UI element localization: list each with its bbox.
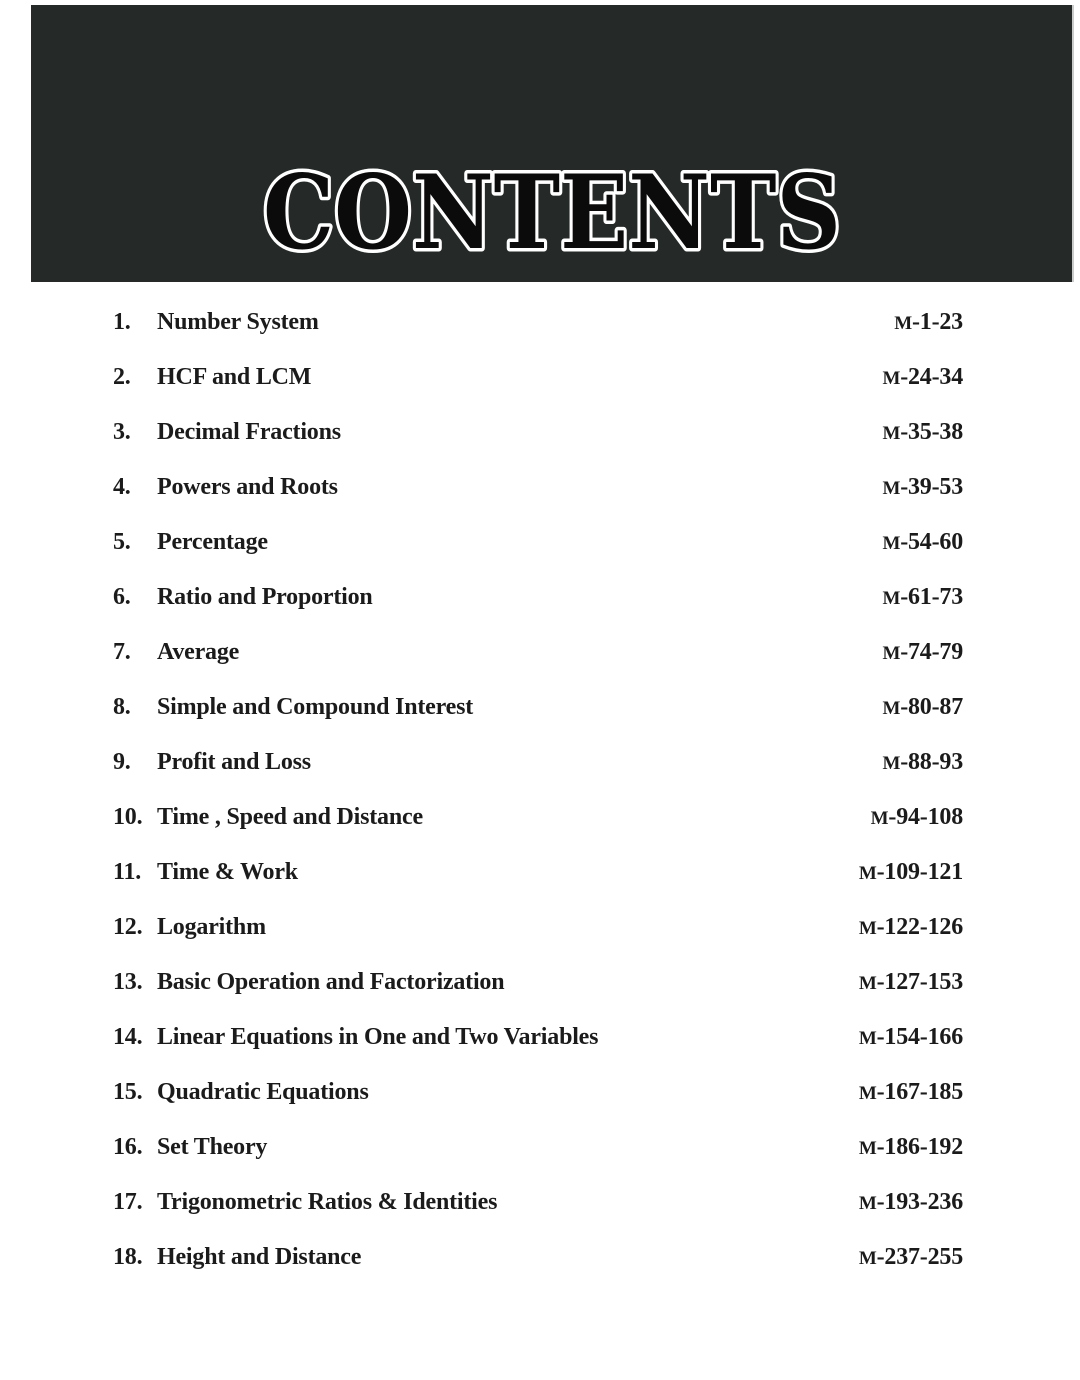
chapter-number: 7. [113, 639, 131, 665]
chapter-number: 15. [113, 1079, 143, 1105]
chapter-title: Linear Equations in One and Two Variables [157, 1024, 599, 1050]
toc-row [113, 405, 963, 460]
chapter-title: Set Theory [157, 1134, 268, 1160]
page-ref-range: -80-87 [900, 694, 963, 720]
chapter-number: 13. [113, 969, 143, 995]
chapter-number: 3. [113, 419, 131, 445]
page-ref [871, 790, 963, 845]
page-ref-range: -109-121 [876, 859, 963, 885]
toc-row [113, 295, 963, 350]
chapter-title: Logarithm [157, 914, 266, 940]
page-ref-prefix: M [882, 588, 901, 609]
chapter-number: 5. [113, 529, 131, 555]
page-ref-range: -61-73 [900, 584, 963, 610]
page-ref [859, 900, 963, 955]
page-ref [882, 405, 963, 460]
page-ref-prefix: M [882, 753, 901, 774]
page-ref [882, 680, 963, 735]
chapter-number: 4. [113, 474, 131, 500]
toc-row [113, 1120, 963, 1175]
page-ref-prefix: M [858, 1248, 877, 1269]
chapter-number: 17. [113, 1189, 143, 1215]
chapter-title: Average [157, 639, 240, 665]
page-ref-range: -88-93 [900, 749, 963, 775]
page-ref-prefix: M [882, 533, 901, 554]
chapter-title: Time , Speed and Distance [157, 804, 423, 830]
toc-row [113, 790, 963, 845]
chapter-number: 8. [113, 694, 131, 720]
chapter-number: 16. [113, 1134, 143, 1160]
chapter-number: 1. [113, 309, 131, 335]
page-ref-prefix: M [894, 313, 912, 334]
page-ref [882, 625, 963, 680]
page-ref [882, 735, 963, 790]
chapter-title: Percentage [157, 529, 268, 555]
chapter-number: 9. [113, 749, 131, 775]
chapter-number: 6. [113, 584, 131, 610]
toc-row [113, 350, 963, 405]
page-ref [859, 955, 963, 1010]
page-ref [894, 295, 963, 350]
page-ref-range: -35-38 [900, 419, 963, 445]
chapter-number: 14. [113, 1024, 143, 1050]
page-ref [859, 1010, 963, 1065]
page-ref-prefix: M [882, 643, 901, 664]
page-ref [882, 350, 963, 405]
page-ref-range: -167-185 [876, 1079, 963, 1105]
page-ref-range: -127-153 [876, 969, 963, 995]
toc-row [113, 845, 963, 900]
chapter-title: Ratio and Proportion [157, 584, 373, 610]
chapter-title: Time & Work [157, 859, 298, 885]
chapter-title: HCF and LCM [157, 364, 312, 390]
toc-row [113, 955, 963, 1010]
page-ref [859, 1120, 963, 1175]
page-ref-range: -122-126 [876, 914, 963, 940]
page-ref-prefix: M [858, 1083, 877, 1104]
page-ref-range: -186-192 [876, 1134, 963, 1160]
chapter-title: Decimal Fractions [157, 419, 341, 445]
toc-row [113, 1230, 963, 1285]
page-ref-range: -74-79 [900, 639, 963, 665]
page-ref-prefix: M [858, 863, 877, 884]
chapter-title: Powers and Roots [157, 474, 338, 500]
chapter-title: Profit and Loss [157, 749, 311, 775]
chapter-title: Number System [157, 309, 319, 335]
page-ref-prefix: M [858, 1193, 877, 1214]
page-ref-range: -24-34 [900, 364, 963, 390]
page-ref-prefix: M [882, 423, 901, 444]
toc-row [113, 1010, 963, 1065]
page-ref [859, 845, 963, 900]
chapter-number: 18. [113, 1244, 143, 1270]
toc-list [113, 295, 963, 1285]
chapter-title: Trigonometric Ratios & Identities [157, 1189, 498, 1215]
toc-row [113, 625, 963, 680]
page-ref-range: -1-23 [912, 309, 963, 335]
chapter-title: Simple and Compound Interest [157, 694, 474, 720]
toc-row [113, 1175, 963, 1230]
chapter-title: Basic Operation and Factorization [157, 969, 505, 995]
page-ref-prefix: M [858, 1028, 877, 1049]
toc-row [113, 460, 963, 515]
contents-title-text: CONTENTS [262, 166, 841, 266]
page-ref-prefix: M [858, 1138, 877, 1159]
page-ref-prefix: M [858, 918, 877, 939]
page-ref [859, 1065, 963, 1120]
contents-title-graphic [232, 166, 872, 266]
toc-row [113, 680, 963, 735]
page-ref-prefix: M [882, 368, 901, 389]
page-ref-prefix: M [882, 698, 901, 719]
page-ref-range: -193-236 [876, 1189, 963, 1215]
toc-row [113, 515, 963, 570]
chapter-number: 12. [113, 914, 143, 940]
toc-row [113, 570, 963, 625]
chapter-title: Quadratic Equations [157, 1079, 369, 1105]
chapter-number: 11. [113, 859, 142, 885]
page-ref-prefix: M [870, 808, 889, 829]
toc-row [113, 900, 963, 955]
page-ref [882, 515, 963, 570]
page-ref-prefix: M [882, 478, 901, 499]
contents-header-banner [31, 5, 1074, 282]
page-ref-range: -94-108 [888, 804, 963, 830]
page-ref-prefix: M [858, 973, 877, 994]
toc-row [113, 1065, 963, 1120]
page-ref-range: -237-255 [876, 1244, 963, 1270]
chapter-number: 10. [113, 804, 143, 830]
chapter-title: Height and Distance [157, 1244, 362, 1270]
toc-row [113, 735, 963, 790]
page-ref [882, 460, 963, 515]
page-ref [859, 1175, 963, 1230]
page-ref [859, 1230, 963, 1285]
page-ref [882, 570, 963, 625]
page-ref-range: -39-53 [900, 474, 963, 500]
page-ref-range: -154-166 [876, 1024, 963, 1050]
chapter-number: 2. [113, 364, 131, 390]
page-ref-range: -54-60 [900, 529, 963, 555]
